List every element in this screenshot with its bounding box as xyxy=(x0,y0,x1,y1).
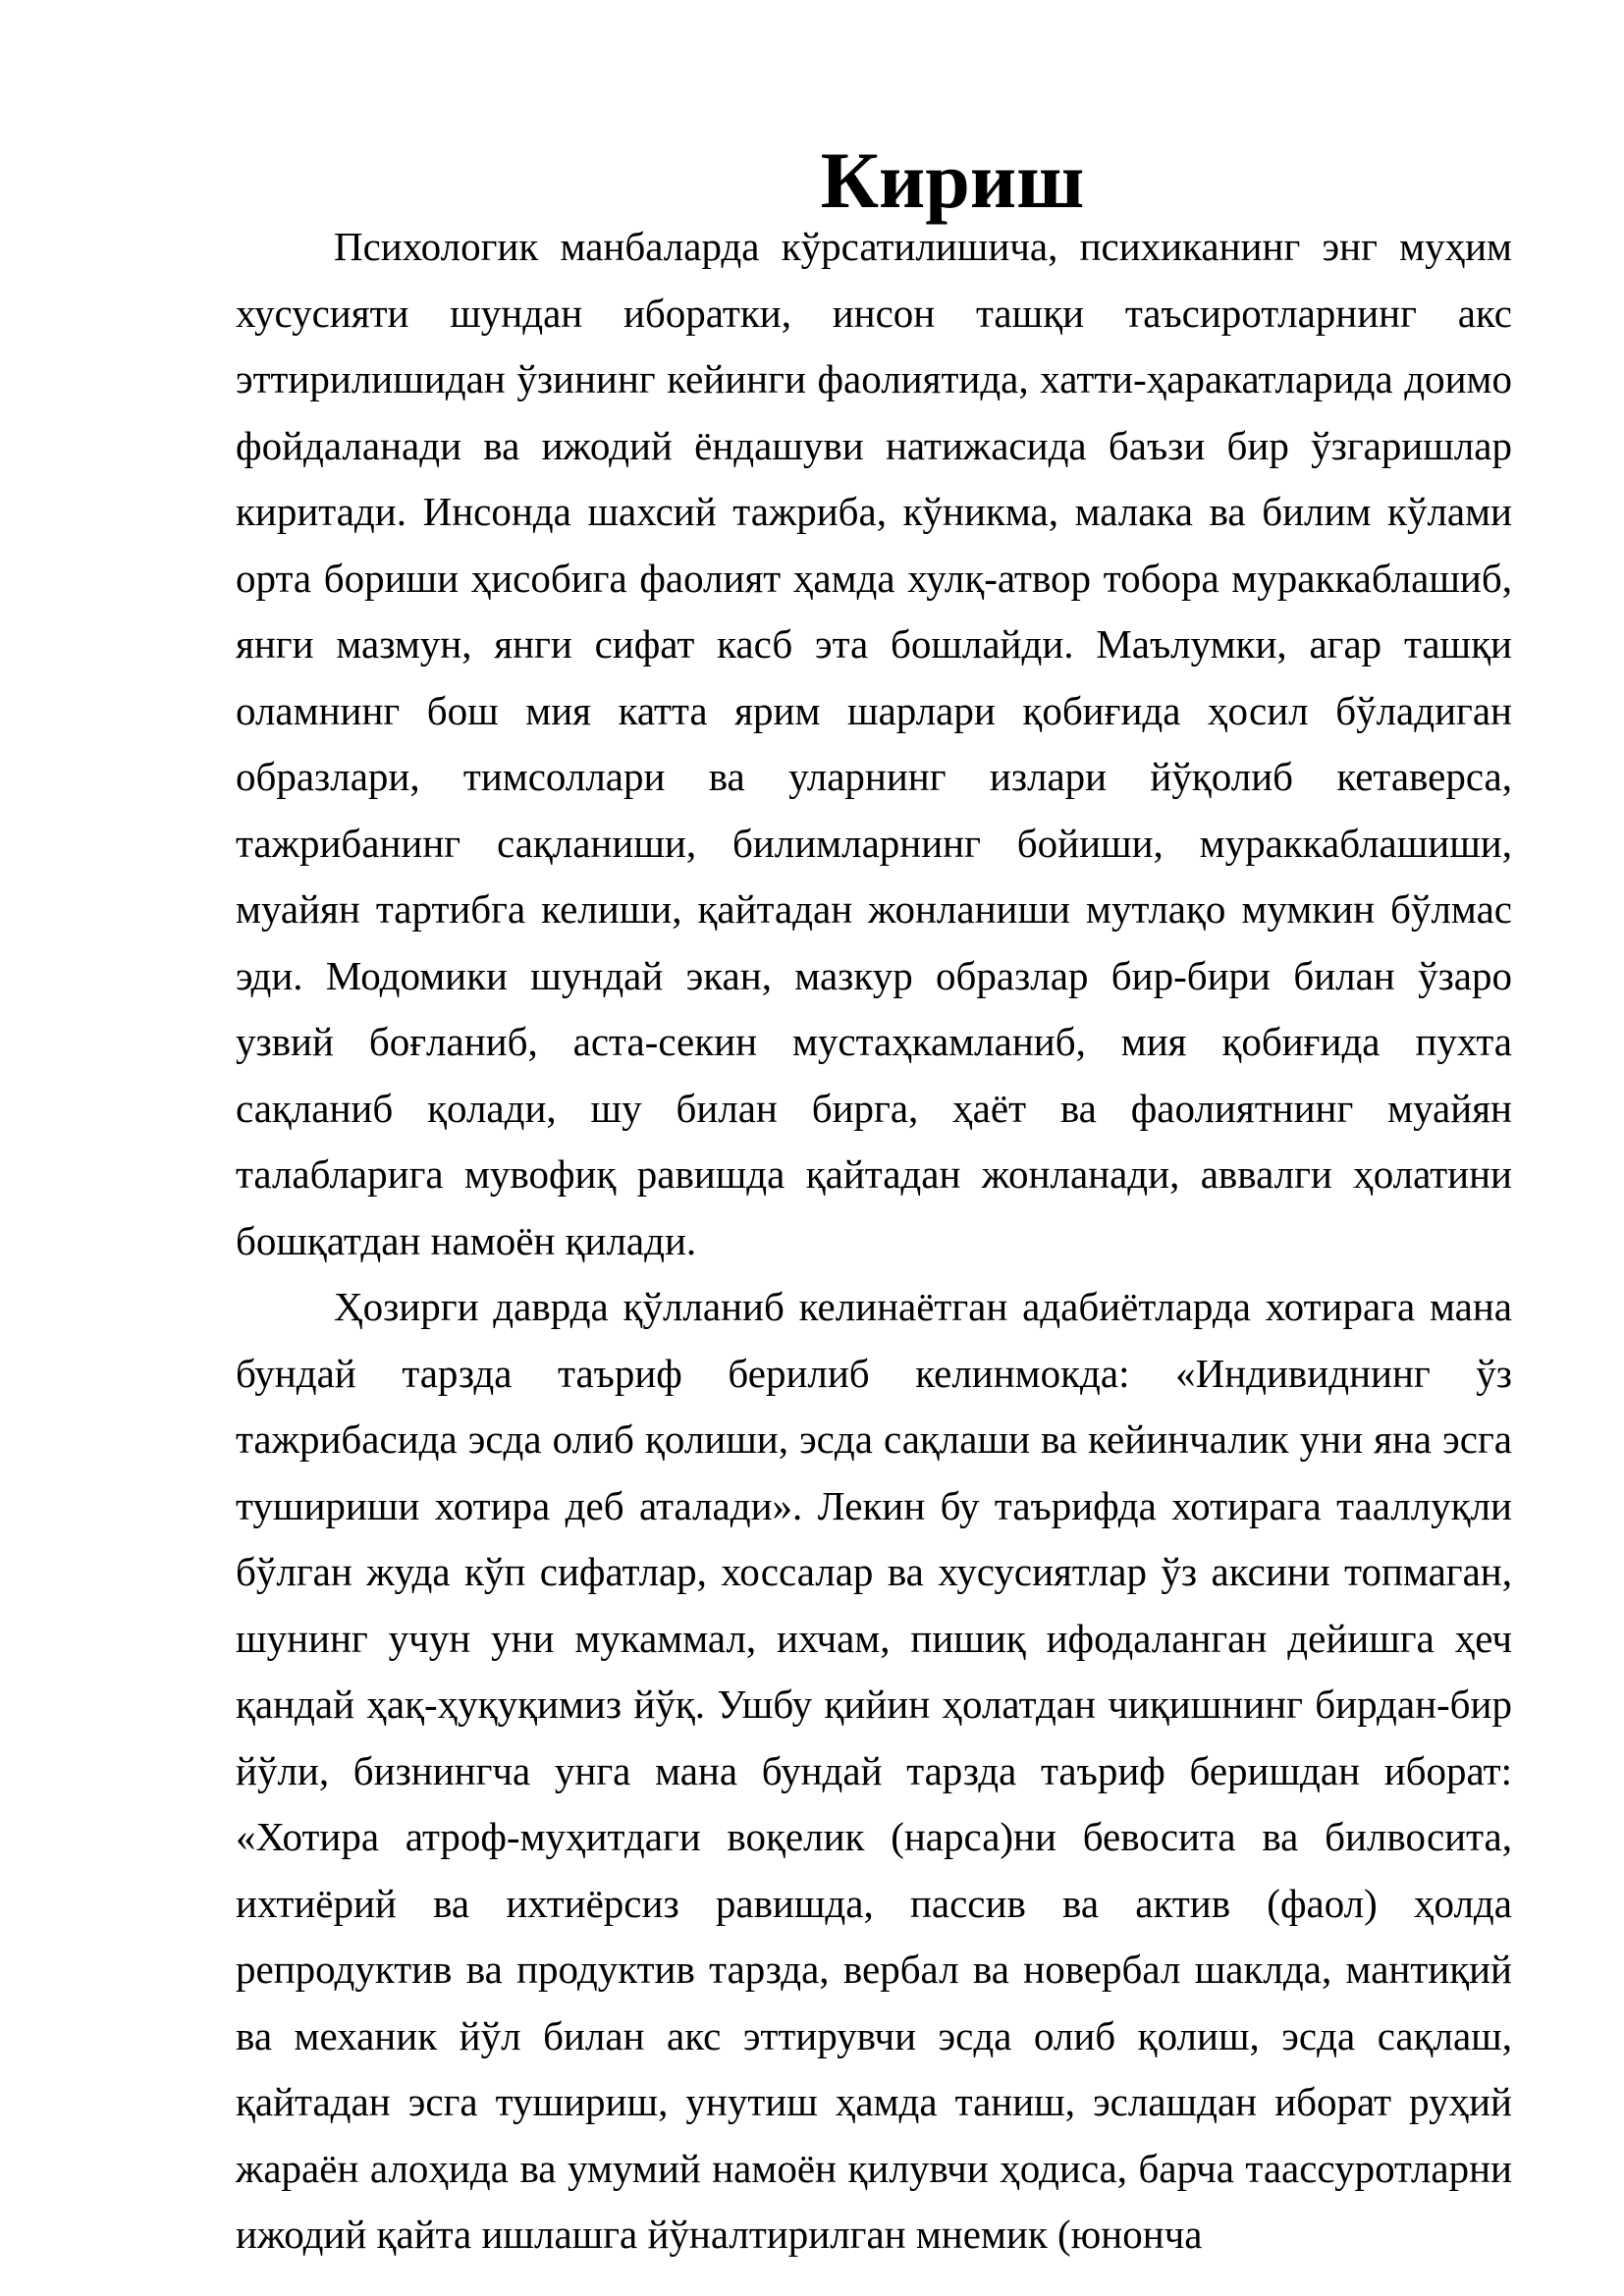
page-title: Кириш xyxy=(820,135,1085,225)
document-page xyxy=(236,135,1512,2269)
paragraph-1: Психологик манбаларда кўрсатилишича, психиканинг энг муҳим хусусияти шундан иборатки, инсон ташқи таъсиротларнинг акс эттирилишидан ўзининг кейинги фаолиятида, хатти-ҳаракатларида доимо фойдаланади ва ижодий ёндашуви натижасида баъзи бир ўзгаришлар киритади. Инсонда шахсий тажриба, кўникма, малака ва билим кўлами орта бориши ҳисобига фаолият ҳамда хулқ-атвор тобора мураккаблашиб, янги мазмун, янги сифат касб эта бошлайди. Маълумки, агар ташқи оламнинг бош мия катта ярим шарлари қобиғида ҳосил бўладиган образлари, тимсоллари ва уларнинг излари йўқолиб кетаверса, тажрибанинг сақланиши, билимларнинг бойиши, мураккаблашиши, муайян тартибга келиши, қайтадан жонланиши мутлақо мумкин бўлмас эди. Модомики шундай экан, мазкур образлар бир-бири билан ўзаро узвий боғланиб, аста-секин мустаҳкамланиб, мия қобиғида пухта сақланиб қолади, шу билан бирга, ҳаёт ва фаолиятнинг муайян талабларига мувофиқ равишда қайтадан жонланади, аввалги ҳолатини бошқатдан намоён қилади. xyxy=(236,224,1512,1263)
paragraph-2: Ҳозирги даврда қўлланиб келинаётган адабиётларда хотирага мана бундай тарзда таъриф берилиб келинмокда: «Индивиднинг ўз тажрибасида эсда олиб қолиши, эсда сақлаши ва кейинчалик уни яна эсга тушириши хотира деб аталади». Лекин бу таърифда хотирага тааллуқли бўлган жуда кўп сифатлар, хоссалар ва хусусиятлар ўз аксини топмаган, шунинг учун уни мукаммал, ихчам, пишиқ ифодаланган дейишга ҳеч қандай ҳақ-ҳуқуқимиз йўқ. Ушбу қийин ҳолатдан чиқишнинг бирдан-бир йўли, бизнингча унга мана бундай тарзда таъриф беришдан иборат: «Хотира атроф-муҳитдаги воқелик (нарса)ни бевосита ва билвосита, ихтиёрий ва ихтиёрсиз равишда, пассив ва актив (фаол) ҳолда репродуктив ва продуктив тарзда, вербал ва новербал шаклда, мантиқий ва механик йўл билан акс эттирувчи эсда олиб қолиш, эсда сақлаш, қайтадан эсга тушириш, унутиш ҳамда таниш, эслашдан иборат руҳий жараён алоҳида ва умумий намоён қилувчи ҳодиса, барча таассуротларни ижодий қайта ишлашга йўналтирилган мнемик (юнонча xyxy=(236,1284,1512,2257)
